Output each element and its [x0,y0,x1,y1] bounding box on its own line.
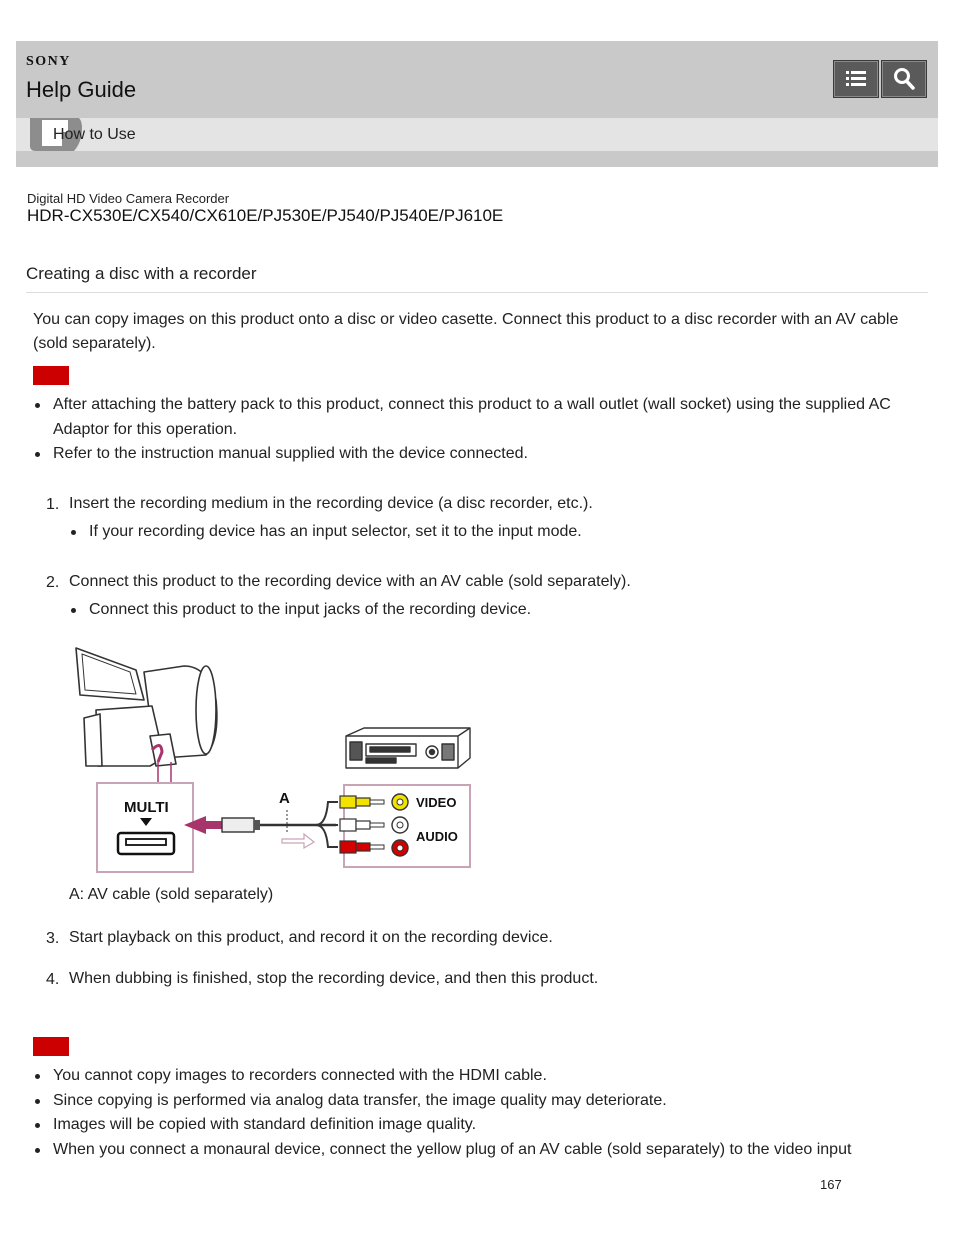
product-category: Digital HD Video Camera Recorder [27,191,230,206]
label-multi: MULTI [124,799,169,816]
prep-red-tag [33,366,69,385]
intro-paragraph: You can copy images on this product onto a disc or video casette. Connect this product to a disc recorder with an AV cable (sold separately). [33,311,899,352]
step-2-number: 2. [46,574,60,591]
step-4-text: When dubbing is finished, stop the recording device, and then this product. [69,970,599,987]
page-number: 167 [820,1177,842,1192]
direction-arrow-outline [282,834,314,848]
page-title: Creating a disc with a recorder [26,264,257,283]
step-1-text: Insert the recording medium in the recording device (a disc recorder, etc.). [69,495,593,512]
prep-item-2: Refer to the instruction manual supplied with the device connected. [33,442,913,467]
breadcrumb-bar [16,118,938,151]
title-divider [26,292,928,293]
disc-recorder-illustration [346,728,470,768]
note-item-4: When you connect a monaural device, connect the yellow plug of an AV cable (sold separately) to the video input [33,1138,913,1163]
step-2-text: Connect this product to the recording device with an AV cable (sold separately). [69,573,631,590]
help-guide-title[interactable]: Help Guide [26,77,137,102]
notes-list [33,1064,913,1162]
step-2-sub-item: Connect this product to the input jacks of the recording device. [69,598,909,623]
step-1-number: 1. [46,496,60,513]
search-button[interactable] [881,60,927,98]
step-1-sub-list [69,520,909,545]
connection-diagram [66,640,476,880]
camcorder-illustration [76,648,217,766]
step-1-sub-item: If your recording device has an input selector, set it to the input mode. [69,520,909,545]
label-a: A [279,790,290,807]
multi-callout-box [97,783,193,872]
label-audio: AUDIO [416,829,458,844]
header-bottom-strip [16,151,938,167]
label-video: VIDEO [416,795,457,810]
sony-logo: SONY [26,54,71,69]
note-item-3: Images will be copied with standard definition image quality. [33,1113,913,1138]
search-icon [882,61,926,97]
toc-list-button[interactable] [833,60,879,98]
step-2-sub-list [69,598,909,623]
note-item-1: You cannot copy images to recorders connected with the HDMI cable. [33,1064,913,1089]
note-item-2: Since copying is performed via analog data transfer, the image quality may deteriorate. [33,1089,913,1114]
av-plug-connector [222,818,254,832]
prep-list [33,393,913,467]
product-models: HDR-CX530E/CX540/CX610E/PJ530E/PJ540/PJ540E/PJ610E [27,206,504,225]
site-header [16,41,938,118]
figure-caption: A: AV cable (sold separately) [69,886,274,903]
step-3-number: 3. [46,930,60,947]
breadcrumb-how-to-use[interactable]: How to Use [53,126,136,143]
step-4-number: 4. [46,971,60,988]
list-icon [834,61,878,97]
notes-red-tag [33,1037,69,1056]
prep-item-1: After attaching the battery pack to this product, connect this product to a wall outlet (wall socket) using the supplied AC Adaptor for this operation. [33,393,913,442]
step-3-text: Start playback on this product, and record it on the recording device. [69,929,553,946]
